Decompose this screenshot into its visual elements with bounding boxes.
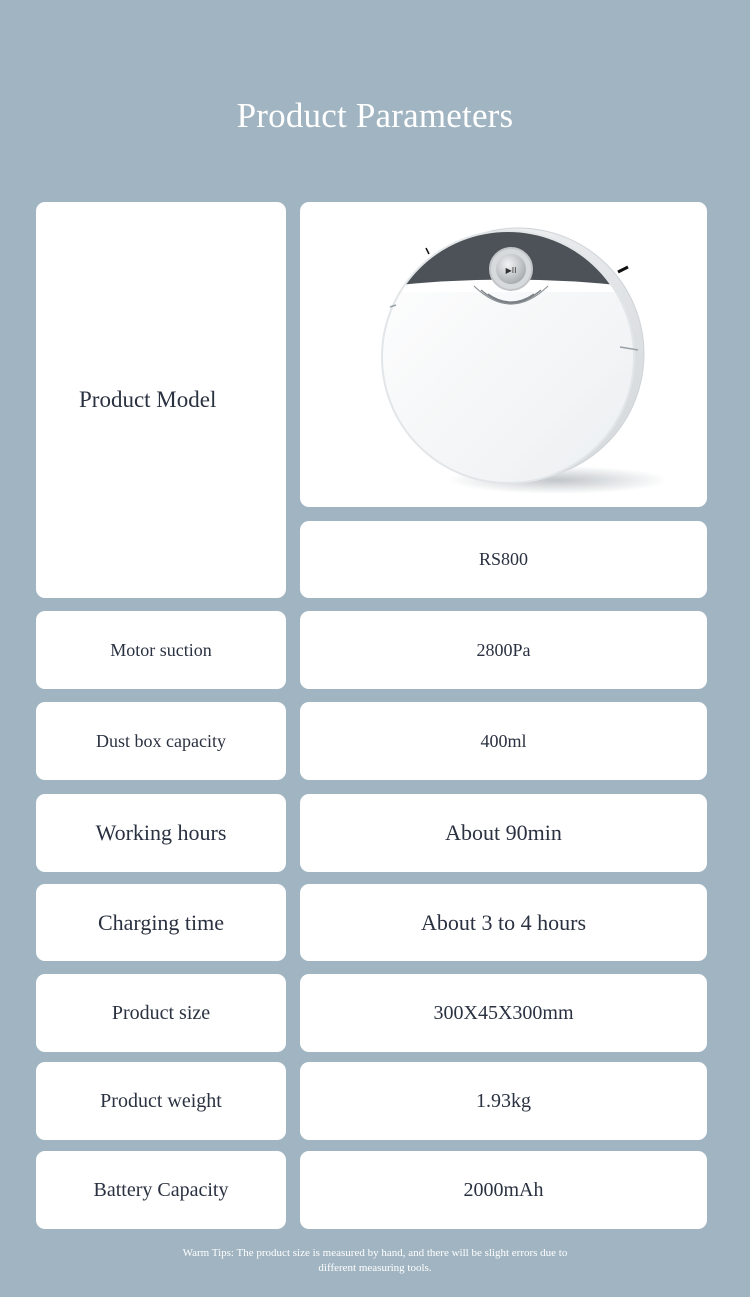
param-value-cell xyxy=(300,974,707,1052)
param-value: About 3 to 4 hours xyxy=(421,909,586,935)
param-value: 2800Pa xyxy=(476,639,531,660)
product-image-cell xyxy=(300,202,707,507)
warm-tips xyxy=(140,1246,610,1276)
param-value-cell xyxy=(300,884,707,961)
param-label-cell xyxy=(36,702,286,780)
product-model-value-cell xyxy=(300,521,707,598)
param-value-cell xyxy=(300,702,707,780)
param-label-cell xyxy=(36,611,286,689)
param-value-cell xyxy=(300,1151,707,1229)
param-value: 1.93kg xyxy=(476,1089,531,1112)
param-label: Dust box capacity xyxy=(96,730,226,751)
warm-tips-line: Warm Tips: The product size is measured by hand, and there will be slight errors due to xyxy=(182,1247,568,1259)
param-label: Battery Capacity xyxy=(93,1178,229,1201)
param-label: Working hours xyxy=(95,820,227,845)
product-model-label-cell xyxy=(36,202,286,598)
param-label-cell xyxy=(36,974,286,1052)
product-model-label: Product Model xyxy=(79,387,217,412)
play-pause-glyph: ▶II xyxy=(505,266,517,275)
robot-vacuum-image xyxy=(300,202,707,507)
param-label-cell xyxy=(36,794,286,872)
param-value-cell xyxy=(300,794,707,872)
param-value: About 90min xyxy=(445,820,562,845)
param-label-cell xyxy=(36,884,286,961)
param-label: Motor suction xyxy=(110,639,212,660)
param-value: 2000mAh xyxy=(463,1178,544,1201)
param-label-cell xyxy=(36,1151,286,1229)
param-value: 400ml xyxy=(480,730,527,751)
param-label-cell xyxy=(36,1062,286,1140)
param-label: Product weight xyxy=(100,1089,222,1112)
product-model-value: RS800 xyxy=(478,549,529,569)
param-label: Product size xyxy=(111,1001,211,1024)
param-label: Charging time xyxy=(97,909,225,935)
page-title: Product Parameters xyxy=(236,96,514,135)
param-value-cell xyxy=(300,611,707,689)
warm-tips-line: different measuring tools. xyxy=(318,1262,432,1274)
param-value-cell xyxy=(300,1062,707,1140)
param-value: 300X45X300mm xyxy=(433,1001,574,1024)
